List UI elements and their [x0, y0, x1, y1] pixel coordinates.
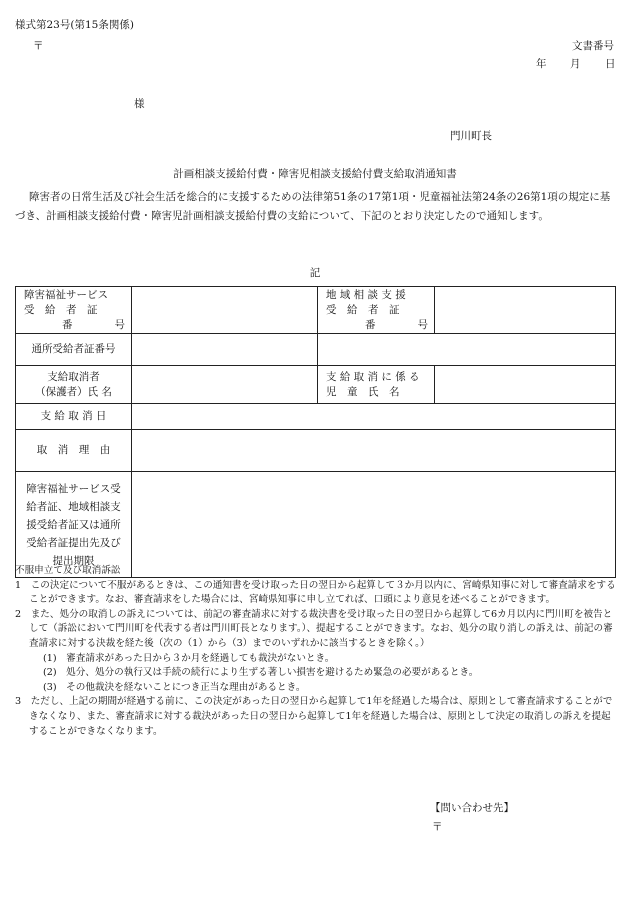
addressee-suffix: 様 — [134, 98, 145, 110]
label-revocation-reason: 取 消 理 由 — [16, 430, 132, 472]
notes-heading: 不服申立て及び取消訴訟 — [15, 565, 121, 576]
label-revoked-guardian-name: 支給取消者 （保護者）氏 名 — [16, 366, 132, 404]
note-item-2: 2 また、処分の取消しの訴えについては、前記の審査請求に対する裁決書を受け取った日の翌日から起算して6カ月以内に門川町を被告として（訴訟において門川町を代表する者は門川町長となります。）、提起することができます。なお、処分の取り消しの訴えは、前記の審査請求に対する決裁を経た後（次の（1）から（3）までのいずれかに該当するときを除く。） — [15, 608, 613, 649]
intro-paragraph: 障害者の日常生活及び社会生活を総合的に支援するための法律第51条の17第1項・児童福祉法第24条の26第1項の規定に基づき、計画相談支援給付費・障害児計画相談支援給付費の支給について、下記のとおり決定したので通知します。 — [15, 191, 611, 222]
value-revocation-reason — [132, 430, 616, 472]
sender-name: 門川町長 — [450, 130, 492, 142]
document-number-label: 文書番号 — [572, 40, 614, 52]
date-year: 年 — [536, 58, 547, 70]
postal-mark: 〒 — [33, 40, 44, 52]
value-revoked-guardian-name — [132, 366, 318, 404]
value-cert-submission — [132, 472, 616, 578]
value-regional-cert-number — [435, 287, 616, 334]
value-child-name — [435, 366, 616, 404]
note-item-3: 3 ただし、上記の期間が経過する前に、この決定があった日の翌日から起算して1年を経過した場合は、原則として審査請求することができなくなり、また、審査請求に対する裁決があった日の翌日から起算して1年を経過した場合は、原則として決定の取消しの訴えを提起することができなくなります。 — [15, 696, 613, 737]
document-title: 計画相談支援給付費・障害児相談支援給付費支給取消通知書 — [173, 168, 457, 180]
label-daycare-cert-number: 通所受給者証番号 — [16, 334, 132, 366]
appeal-notes — [15, 564, 620, 739]
date-day: 日 — [605, 58, 616, 70]
contact-heading: 【問い合わせ先】 — [430, 802, 514, 814]
label-cert-submission: 障害福祉サービス受 給者証、地域相談支 援受給者証又は通所 受給者証提出先及び 提出期限 — [16, 472, 132, 578]
blank-cell — [318, 334, 616, 366]
note-sub-1: (1) 審査請求があった日から３か月を経過しても裁決がないとき。 — [43, 652, 335, 664]
note-item-1: 1 この決定について不服があるときは、この通知書を受け取った日の翌日から起算して３か月以内に、宮崎県知事に対して審査請求をすることができます。なお、審査請求をした場合には、宮崎県知事に申し立てれば、口頭により意見を述べることができます。 — [15, 579, 616, 606]
form-number: 様式第23号(第15条関係) — [15, 19, 134, 31]
label-welfare-cert-number: 障害福祉サービス 受 給 者 証 番 号 — [16, 287, 132, 334]
note-sub-3: (3) その他裁決を経ないことにつき正当な理由があるとき。 — [43, 681, 306, 693]
label-revocation-date: 支 給 取 消 日 — [16, 404, 132, 430]
value-revocation-date — [132, 404, 616, 430]
date-month: 月 — [570, 58, 581, 70]
value-daycare-cert-number — [132, 334, 318, 366]
ki-heading: 記 — [309, 267, 321, 279]
label-child-name: 支 給 取 消 に 係 る 児 童 氏 名 — [318, 366, 435, 404]
value-welfare-cert-number — [132, 287, 318, 334]
form-table — [15, 286, 616, 578]
label-regional-cert-number: 地 域 相 談 支 援 受 給 者 証 番 号 — [318, 287, 435, 334]
contact-postal-mark: 〒 — [432, 821, 443, 833]
note-sub-2: (2) 処分、処分の執行又は手続の続行により生ずる著しい損害を避けるため緊急の必要があるとき。 — [43, 667, 479, 679]
